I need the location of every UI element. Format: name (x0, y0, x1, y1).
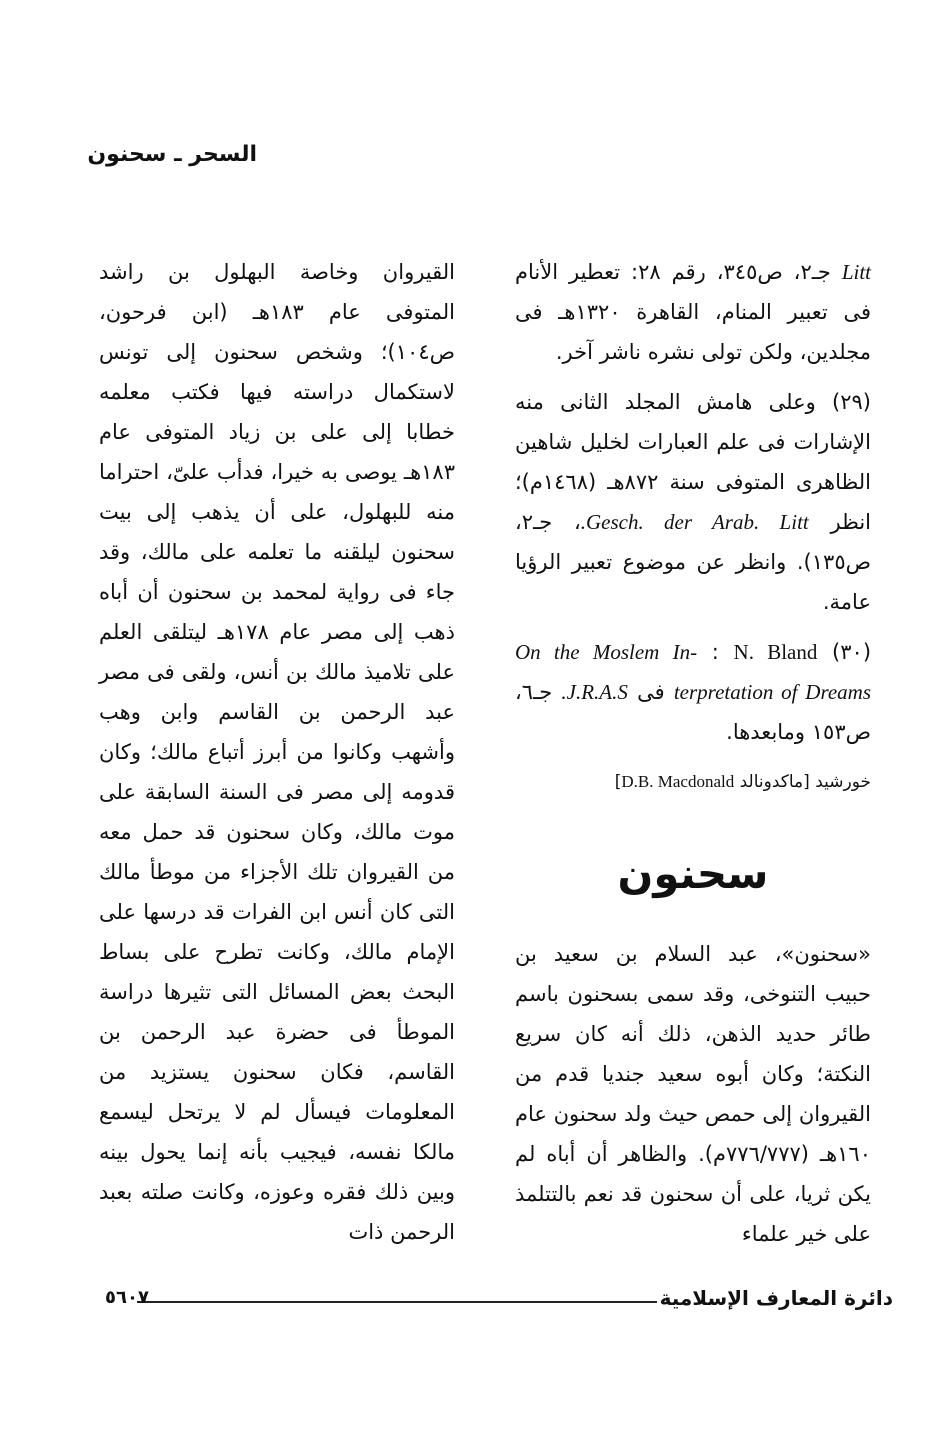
entry-paragraph: «سحنون»، عبد السلام بن سعيد بن حبيب التنوخى، وقد سمى بسحنون باسم طائر حديد الذهن، ذلك أنه كان سريع النكتة؛ وكان أبوه سعيد جنديا قدم من القيروان إلى حمص حيث ولد سحنون عام ١٦٠هـ (٧٧٦/٧٧٧م). والظاهر أن أباه لم يكن ثريا، على أن سحنون قد نعم بالتتلمذ على خير علماء (514, 942, 871, 1246)
body-paragraph: القيروان وخاصة البهلول بن راشد المتوفى عام ١٨٣هـ (ابن فرحون، ص١٠٤)؛ وشخص سحنون إلى تونس لاستكمال دراسته فيها فكتب معلمه خطابا إلى على بن زياد المتوفى عام ١٨٣هـ يوصى به خيرا، فدأب علىّ، احتراما منه للبهلول، على أن يذهب إلى بيت سحنون ليلقنه ما تعلمه على مالك، وقد جاء فى رواية لمحمد بن سحنون أن أباه ذهب إلى مصر عام ١٧٨هـ ليتلقى العلم على تلاميذ مالك بن أنس، ولقى فى مصر عبد الرحمن بن القاسم وابن وهب وأشهب وكانوا من أبرز أتباع مالك؛ وكان قدومه إلى مصر فى السنة السابقة على موت مالك، وكان سحنون قد حمل معه من القيروان تلك الأجزاء من موطأ مالك التى كان أنس ابن الفرات قد درسها على الإمام مالك، وكانت تطرح على بساط البحث بعض المسائل التى تثيرها دراسة الموطأ فى حضرة عبد الرحمن بن القاسم، فكان سحنون يستزيد من المعلومات فيسأل لم لا يرتحل ليسمع مالكا نفسه، فيجيب بأنه إنما يحول بينه وبين ذلك فقره وعوزه، وكانت صلته بعبد الرحمن ذات (99, 260, 455, 1244)
entry-title: سحنون (617, 849, 769, 898)
footnote-text: فى (627, 680, 674, 704)
right-column (515, 252, 871, 1254)
footnote-text: ، جـ٢، ص١٣٥). وانظر عن موضوع تعبير الرؤيا عامة. (515, 510, 871, 614)
running-head: السحر ـ سحنون (87, 142, 257, 167)
left-column (99, 252, 455, 1252)
author-latin-name: D.B. Macdonald (621, 772, 735, 791)
page-footer (33, 1286, 893, 1316)
footnote-text: جـ٢، ص٣٤٥، رقم ٢٨: تعطير الأنام فى تعبير المنام، القاهرة ١٣٢٠هـ فى مجلدين، ولكن تولى نشره ناشر آخر. (515, 260, 871, 364)
footnote-latin-ref: Gesch. der Arab. Litt. (580, 510, 809, 534)
footnote-journal: J.R.A.S. (561, 680, 628, 704)
footer-rule (137, 1301, 657, 1303)
footnote-29 (515, 382, 871, 622)
footnote-28-continuation (515, 252, 871, 372)
page-number: ٥٦٠٧ (105, 1287, 149, 1308)
entry-body (515, 934, 871, 1254)
footnote-30 (515, 632, 871, 752)
footnote-latin-ref: Litt (841, 260, 872, 284)
encyclopedia-title: دائرة المعارف الإسلامية (659, 1286, 893, 1310)
footnote-number: (٣٠) (817, 640, 872, 664)
footnote-text: جـ٦، ص١٥٣ ومابعدها. (515, 680, 871, 744)
author-signature: خورشيد [ماكدونالد D.B. Macdonald] (614, 772, 871, 792)
footnote-text: (٢٩) وعلى هامش المجلد الثانى منه الإشارات فى علم العبارات لخليل شاهين الظاهرى المتوفى سنة ٨٧٢هـ (١٤٦٨م)؛ انظر (515, 390, 871, 534)
footnote-title: On the Moslem In- terpretation of Dreams (515, 640, 871, 704)
footnote-separator: : (697, 640, 734, 664)
footnote-author: N. Bland (733, 640, 818, 664)
